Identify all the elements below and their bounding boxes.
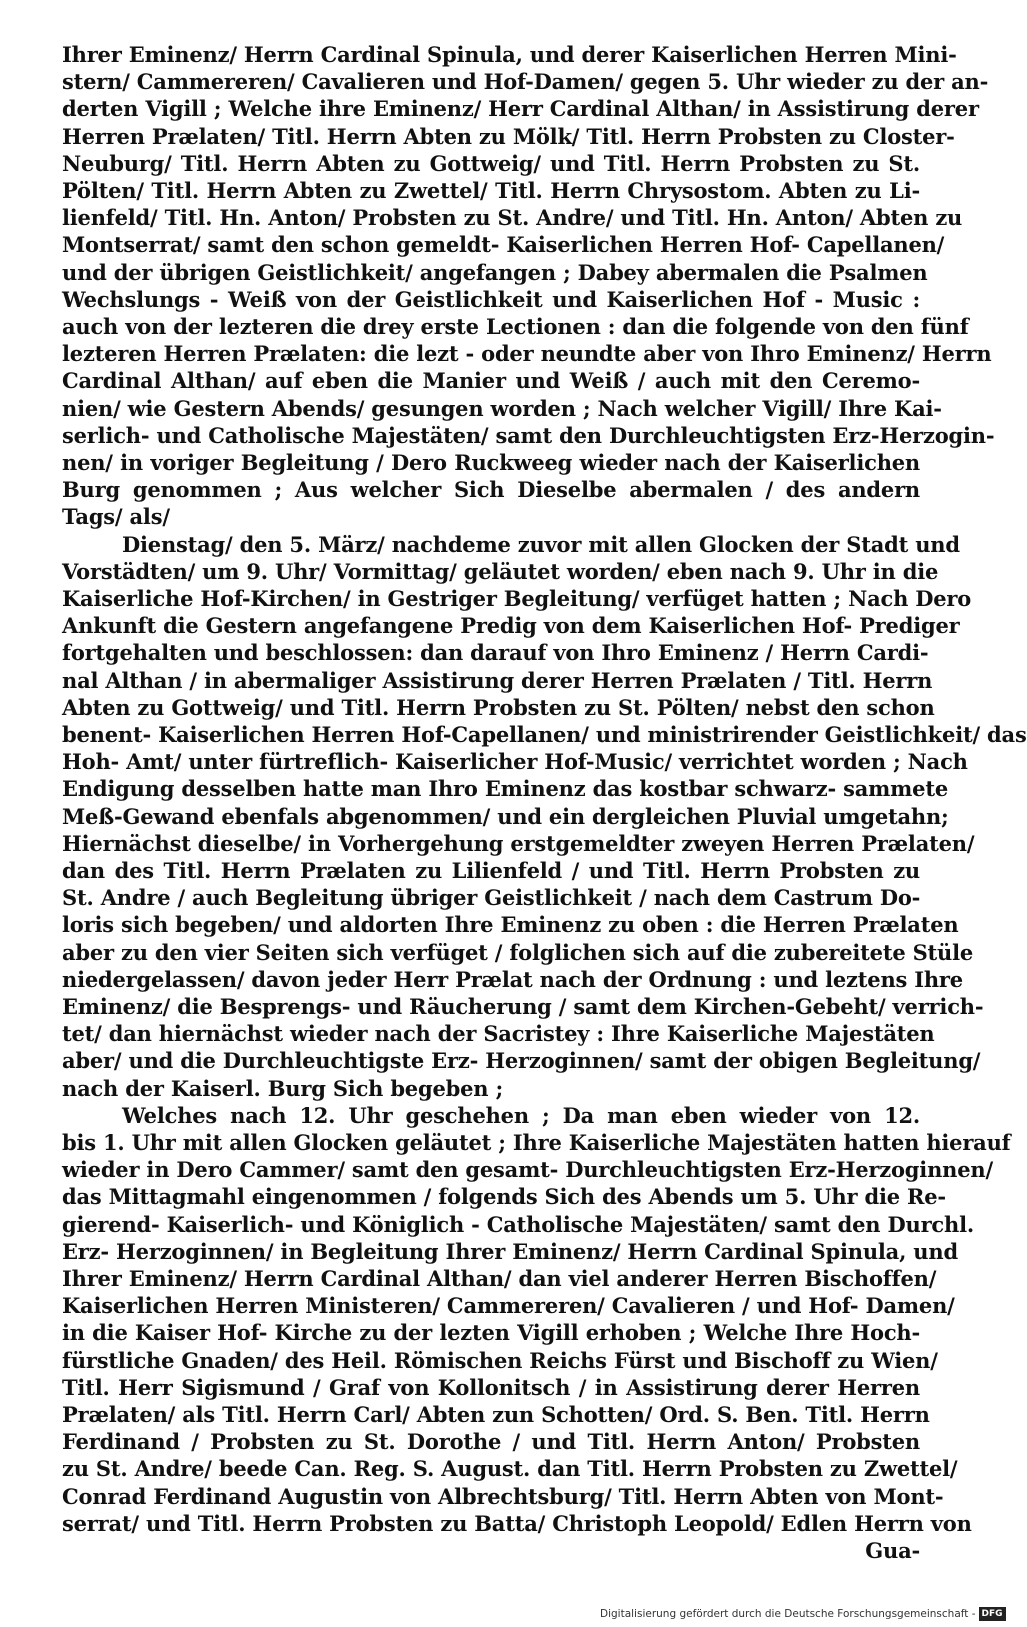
text-line: nach der Kaiserl. Burg Sich begeben ; [62,1075,503,1101]
text-line: Meß-Gewand ebenfals abgenommen/ und ein dergleichen Pluvial umgetahn; [62,803,949,829]
text-line: nien/ wie Gestern Abends/ gesungen worden ; Nach welcher Vigill/ Ihre Kai- [62,395,942,421]
text-line: Hiernächst dieselbe/ in Vorhergehung erstgemeldter zweyen Herren Prælaten/ [62,830,975,856]
text-line: Ihrer Eminenz/ Herrn Cardinal Althan/ dan viel anderer Herren Bischoffen/ [62,1266,937,1291]
text-line: benent- Kaiserlichen Herren Hof-Capellanen/ und ministrirender Geistlichkeit/ das [62,722,1027,747]
text-line: auch von der lezteren die drey erste Lectionen : dan die folgende von den fünf [62,314,969,339]
text-line: Hoh- Amt/ unter fürtreflich- Kaiserlicher Hof-Music/ verrichtet worden ; Nach [62,749,968,775]
text-line: Neuburg/ Titl. Herrn Abten zu Gottweig/ und Titl. Herrn Probsten zu St. [62,150,920,176]
text-line: Ferdinand / Probsten zu St. Dorothe / und Titl. Herrn Anton/ Probsten [62,1429,920,1455]
text-line: Endigung desselben hatte man Ihro Eminenz das kostbar schwarz- sammete [62,776,949,802]
text-line: nal Althan / in abermaliger Assistirung derer Herren Prælaten / Titl. Herrn [62,667,933,693]
text-line: Kaiserliche Hof-Kirchen/ in Gestriger Begleitung/ verfüget hatten ; Nach Dero [62,586,972,611]
text-line: Ihrer Eminenz/ Herrn Cardinal Spinula, und derer Kaiserlichen Herren Mini- [62,42,957,67]
text-line: Ankunft die Gestern angefangene Predig von dem Kaiserlichen Hof- Prediger [62,613,960,639]
text-line: St. Andre / auch Begleitung übriger Geistlichkeit / nach dem Castrum Do- [62,885,921,911]
text-line: und der übrigen Geistlichkeit/ angefangen ; Dabey abermalen die Psalmen [62,259,928,285]
text-line: serrat/ und Titl. Herrn Probsten zu Batta/ Christoph Leopold/ Edlen Herrn von [62,1510,972,1536]
text-line: lezteren Herren Prælaten: die lezt - oder neundte aber von Ihro Eminenz/ Herrn [62,341,992,367]
text-line: fürstliche Gnaden/ des Heil. Römischen Reichs Fürst und Bischoff zu Wien/ [62,1347,938,1373]
dfg-logo: DFG [979,1607,1006,1621]
text-line: Herren Prælaten/ Titl. Herrn Abten zu Mölk/ Titl. Herrn Probsten zu Closter- [62,123,955,149]
text-line: Montserrat/ samt den schon gemeldt- Kaiserlichen Herren Hof- Capellanen/ [62,232,945,258]
text-line: niedergelassen/ davon jeder Herr Prælat nach der Ordnung : und leztens Ihre [62,966,963,992]
text-line: fortgehalten und beschlossen: dan darauf von Ihro Eminenz / Herrn Cardi- [62,640,929,666]
footer-text: Digitalisierung gefördert durch die Deutsche Forschungsgemeinschaft - [600,1608,976,1620]
text-line: dan des Titl. Herrn Prælaten zu Lilienfeld / und Titl. Herrn Probsten zu [62,858,920,883]
text-line: Titl. Herr Sigismund / Graf von Kollonitsch / in Assistirung derer Herren [62,1374,920,1400]
text-line: Eminenz/ die Besprengs- und Räucherung / samt dem Kirchen-Gebeht/ verrich- [62,994,984,1019]
text-line: derten Vigill ; Welche ihre Eminenz/ Herr Cardinal Althan/ in Assistirung derer [62,96,979,122]
catchword: Gua- [865,1538,920,1563]
text-line: aber/ und die Durchleuchtigste Erz- Herzoginnen/ samt der obigen Begleitung/ [62,1048,981,1074]
text-line: Burg genommen ; Aus welcher Sich Dieselbe abermalen / des andern [62,477,920,503]
text-line: serlich- und Catholische Majestäten/ samt den Durchleuchtigsten Erz-Herzogin- [62,422,995,448]
text-line: wieder in Dero Cammer/ samt den gesamt- Durchleuchtigsten Erz-Herzoginnen/ [62,1157,993,1183]
text-line: das Mittagmahl eingenommen / folgends Sich des Abends um 5. Uhr die Re- [62,1184,946,1210]
text-line: in die Kaiser Hof- Kirche zu der lezten Vigill erhoben ; Welche Ihre Hoch- [62,1320,920,1346]
text-line: zu St. Andre/ beede Can. Reg. S. August. dan Titl. Herrn Probsten zu Zwettel/ [62,1456,958,1482]
text-line: nen/ in voriger Begleitung / Dero Ruckweeg wieder nach der Kaiserlichen [62,450,920,475]
text-line: Kaiserlichen Herren Ministeren/ Cammereren/ Cavalieren / und Hof- Damen/ [62,1293,955,1319]
paragraph-start-line: Dienstag/ den 5. März/ nachdeme zuvor mit allen Glocken der Stadt und [122,531,960,557]
text-line: bis 1. Uhr mit allen Glocken geläutet ; Ihre Kaiserliche Majestäten hatten hierauf [62,1130,1011,1155]
paragraph-start-line: Welches nach 12. Uhr geschehen ; Da man eben wieder von 12. [122,1102,920,1128]
text-line: Conrad Ferdinand Augustin von Albrechtsburg/ Titl. Herrn Abten von Mont- [62,1483,944,1509]
text-line: loris sich begeben/ und aldorten Ihre Eminenz zu oben : die Herren Prælaten [62,912,959,938]
text-line: aber zu den vier Seiten sich verfüget / folglichen sich auf die zubereitete Stüle [62,939,974,965]
text-line: stern/ Cammereren/ Cavalieren und Hof-Damen/ gegen 5. Uhr wieder zu der an- [62,69,989,95]
text-line: Wechslungs - Weiß von der Geistlichkeit und Kaiserlichen Hof - Music : [62,286,920,312]
text-line: Vorstädten/ um 9. Uhr/ Vormittag/ geläutet worden/ eben nach 9. Uhr in die [62,558,939,584]
text-line: lienfeld/ Titl. Hn. Anton/ Probsten zu St. Andre/ und Titl. Hn. Anton/ Abten zu [62,205,963,231]
text-line: Tags/ als/ [62,504,170,530]
document-page [62,40,1027,1590]
text-line: Erz- Herzoginnen/ in Begleitung Ihrer Eminenz/ Herrn Cardinal Spinula, und [62,1238,958,1264]
text-line: Cardinal Althan/ auf eben die Manier und Weiß / auch mit den Ceremo- [62,368,920,394]
digitization-footer [600,1605,1003,1623]
text-line: Pölten/ Titl. Herrn Abten zu Zwettel/ Titl. Herrn Chrysostom. Abten zu Li- [62,178,920,203]
text-line: tet/ dan hiernächst wieder nach der Sacristey : Ihre Kaiserliche Majestäten [62,1021,935,1047]
text-line: gierend- Kaiserlich- und Königlich - Catholische Majestäten/ samt den Durchl. [62,1211,974,1237]
text-line: Prælaten/ als Titl. Herrn Carl/ Abten zun Schotten/ Ord. S. Ben. Titl. Herrn [62,1402,930,1427]
text-line: Abten zu Gottweig/ und Titl. Herrn Probsten zu St. Pölten/ nebst den schon [62,694,935,720]
